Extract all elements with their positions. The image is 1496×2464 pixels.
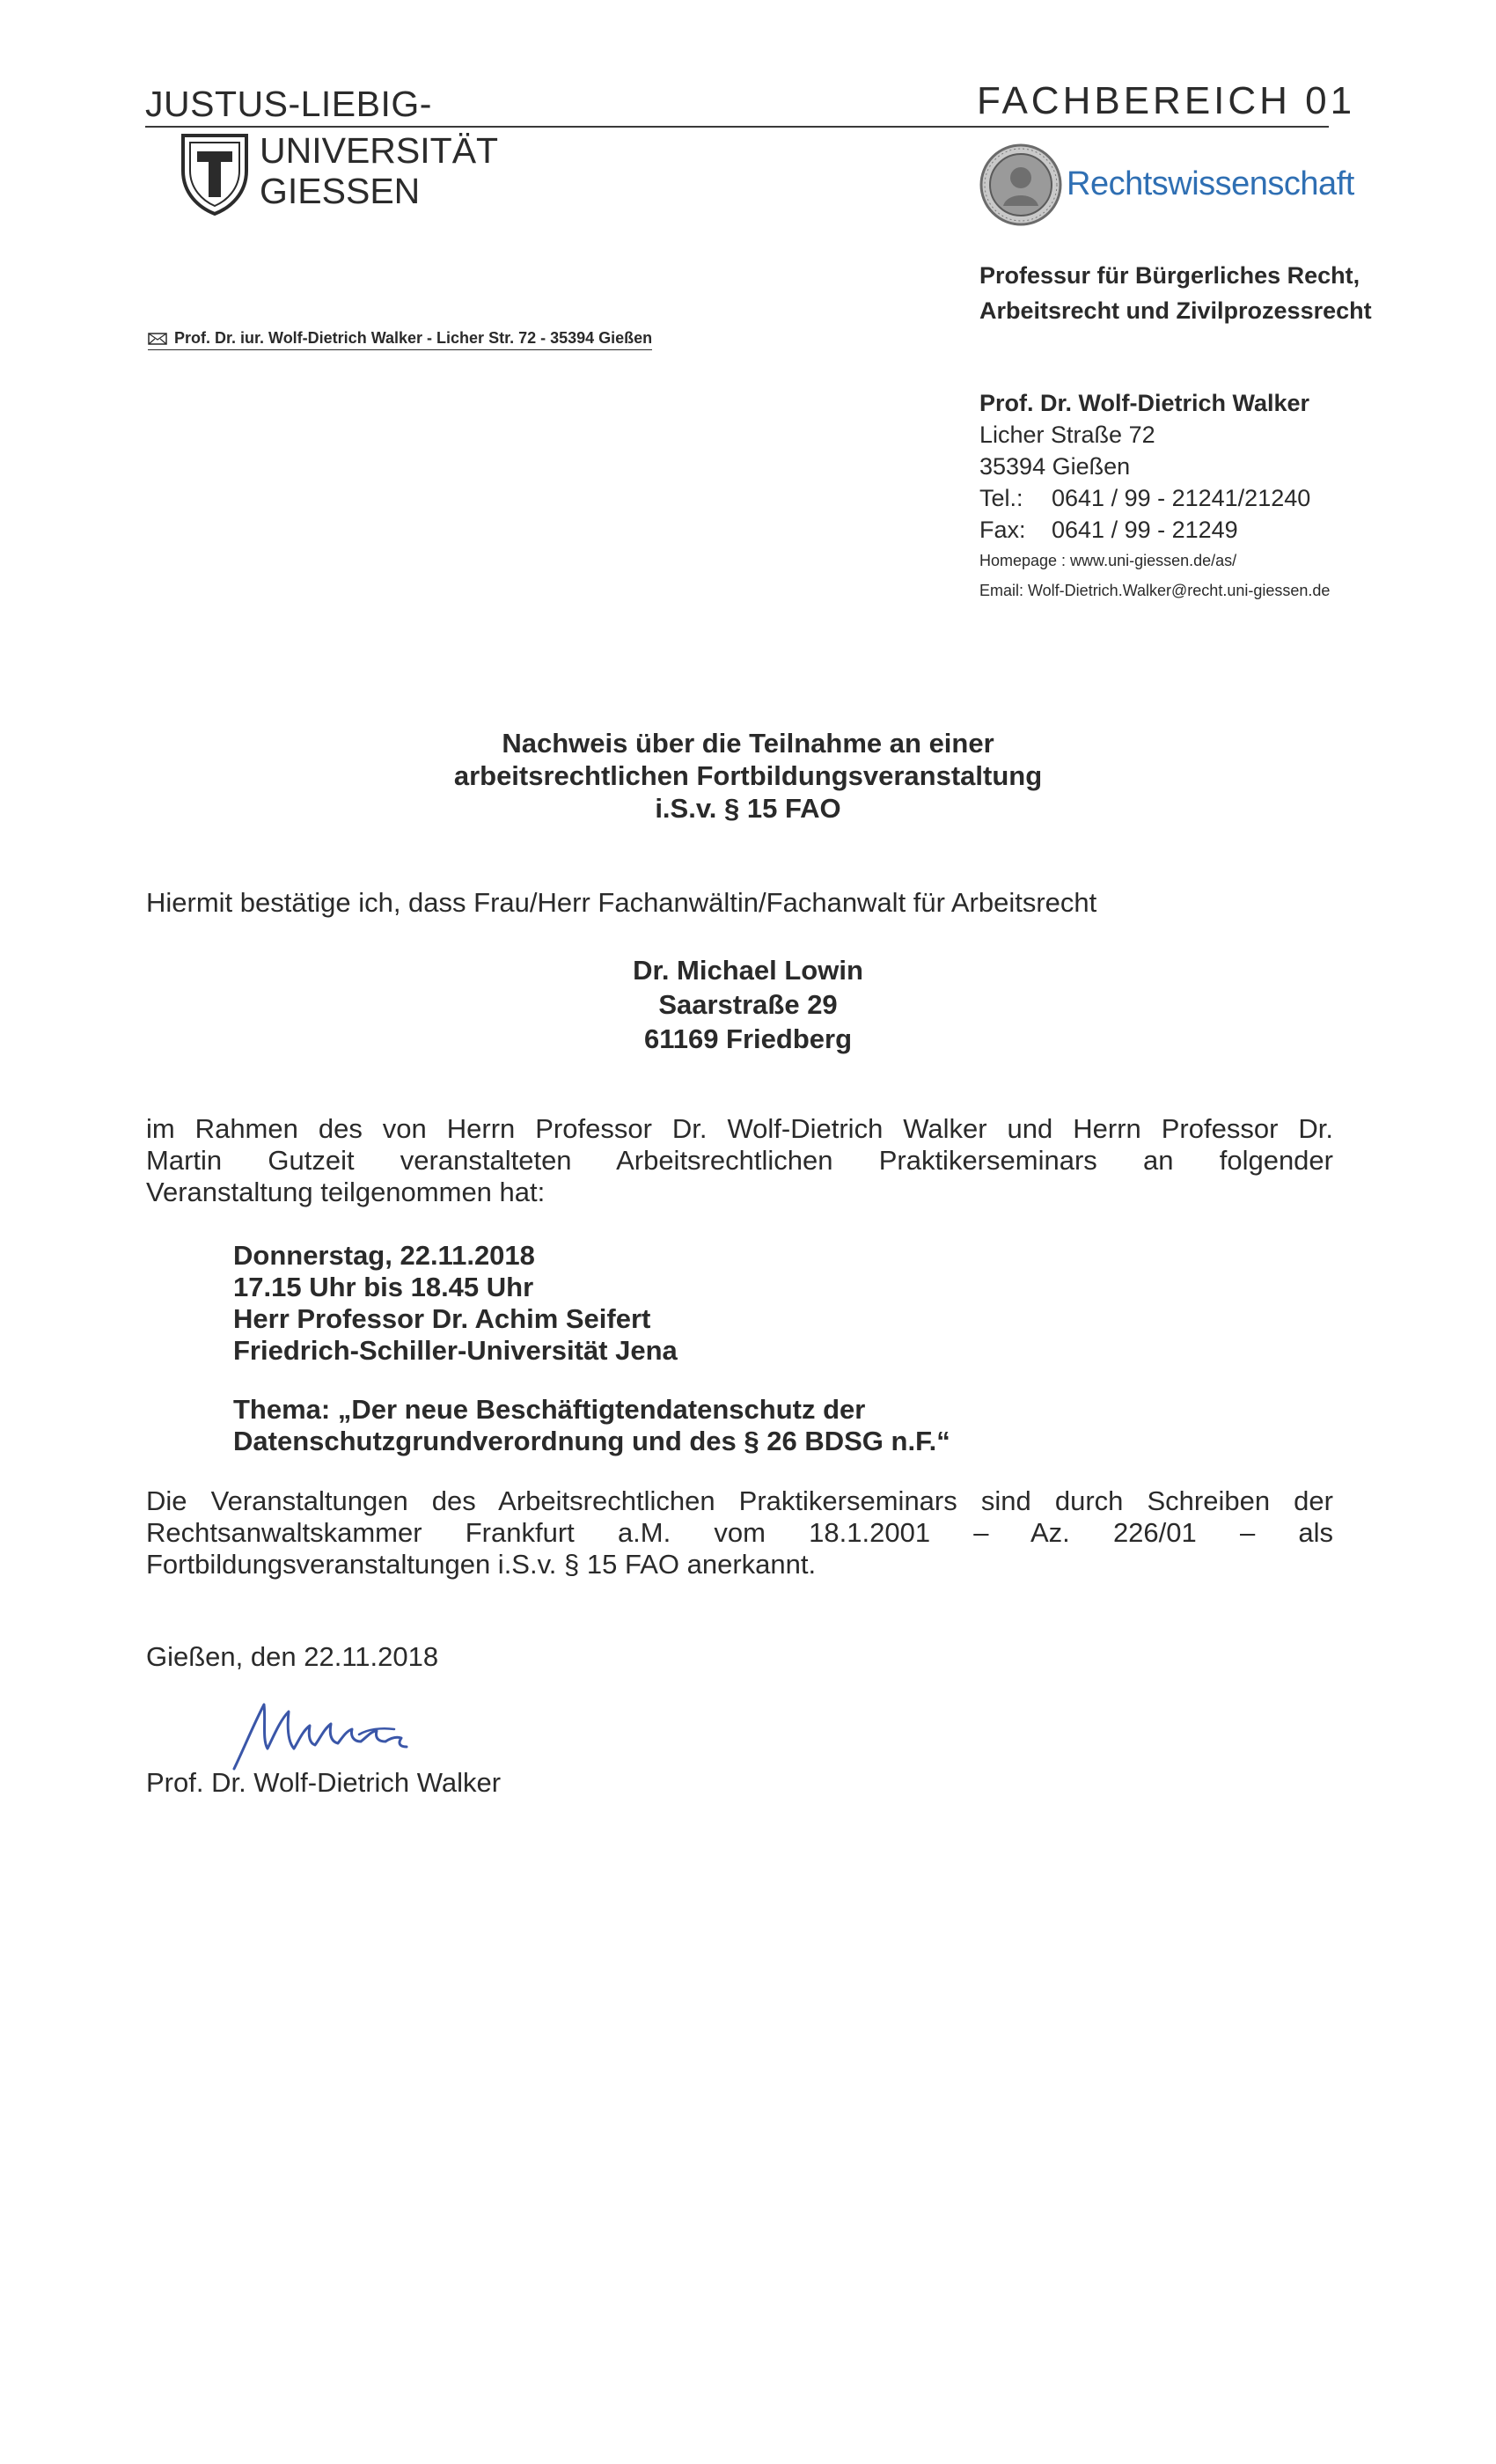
university-name-line1: JUSTUS-LIEBIG- bbox=[145, 84, 432, 124]
paragraph-line: Fortbildungsveranstaltungen i.S.v. § 15 FAO anerkannt. bbox=[146, 1549, 817, 1580]
university-name bbox=[260, 130, 498, 211]
recipient-street: Saarstraße 29 bbox=[658, 989, 838, 1020]
contact-fax bbox=[979, 514, 1330, 546]
event-speaker: Herr Professor Dr. Achim Seifert bbox=[233, 1303, 651, 1334]
paragraph-line: Die Veranstaltungen des Arbeitsrechtlichen Praktikerseminars sind durch Schreiben der bbox=[146, 1485, 1333, 1516]
contact-street: Licher Straße 72 bbox=[979, 422, 1155, 448]
contact-city: 35394 Gießen bbox=[979, 453, 1131, 480]
faculty-number: FACHBEREICH 01 bbox=[977, 79, 1356, 122]
contact-phone bbox=[979, 482, 1330, 514]
topic-line1: Thema: „Der neue Beschäftigtendatenschutz der bbox=[233, 1394, 866, 1425]
chair-title bbox=[979, 258, 1372, 328]
envelope-icon bbox=[148, 333, 167, 345]
event-date: Donnerstag, 22.11.2018 bbox=[233, 1240, 535, 1271]
fax-number: 0641 / 99 - 21249 bbox=[1052, 517, 1238, 543]
paragraph-line: im Rahmen des von Herrn Professor Dr. Wolf-Dietrich Walker und Herrn Professor Dr. bbox=[146, 1113, 1333, 1144]
paragraph-line: Veranstaltung teilgenommen hat: bbox=[146, 1177, 546, 1207]
phone-number: 0641 / 99 - 21241/21240 bbox=[1052, 485, 1311, 511]
event-topic bbox=[233, 1394, 950, 1457]
sender-line: Prof. Dr. iur. Wolf-Dietrich Walker - Licher Str. 72 - 35394 Gießen bbox=[174, 329, 653, 347]
faculty-seal-icon bbox=[979, 143, 1063, 227]
title-line1: Nachweis über die Teilnahme an einer bbox=[502, 728, 994, 759]
chair-title-line2: Arbeitsrecht und Zivilprozessrecht bbox=[979, 297, 1372, 324]
recipient-address bbox=[264, 953, 1232, 1056]
contact-block bbox=[979, 387, 1330, 605]
document-title bbox=[264, 727, 1232, 825]
place-date: Gießen, den 22.11.2018 bbox=[146, 1641, 439, 1672]
faculty-name: Rechtswissenschaft bbox=[1067, 165, 1354, 202]
contact-email: Email: Wolf-Dietrich.Walker@recht.uni-giessen.de bbox=[979, 582, 1331, 599]
sender-return-address bbox=[148, 329, 652, 350]
paragraph-line: Martin Gutzeit veranstalteten Arbeitsrechtlichen Praktikerseminars an folgender bbox=[146, 1145, 1333, 1176]
signer-name: Prof. Dr. Wolf-Dietrich Walker bbox=[146, 1767, 502, 1798]
university-name-line3: GIESSEN bbox=[260, 171, 421, 211]
contact-name: Prof. Dr. Wolf-Dietrich Walker bbox=[979, 390, 1310, 416]
header-rule bbox=[145, 126, 1329, 128]
contact-homepage: Homepage : www.uni-giessen.de/as/ bbox=[979, 552, 1237, 569]
event-time: 17.15 Uhr bis 18.45 Uhr bbox=[233, 1272, 534, 1302]
topic-line2: Datenschutzgrundverordnung und des § 26 BDSG n.F.“ bbox=[233, 1426, 950, 1456]
accreditation-paragraph bbox=[146, 1485, 1333, 1580]
intro-text: Hiermit bestätige ich, dass Frau/Herr Fachanwältin/Fachanwalt für Arbeitsrecht bbox=[146, 887, 1097, 918]
participation-paragraph bbox=[146, 1113, 1333, 1208]
title-line3: i.S.v. § 15 FAO bbox=[655, 793, 841, 824]
recipient-name: Dr. Michael Lowin bbox=[633, 955, 863, 986]
recipient-city: 61169 Friedberg bbox=[643, 1023, 853, 1054]
shield-logo-icon bbox=[180, 132, 250, 216]
event-institution: Friedrich-Schiller-Universität Jena bbox=[233, 1335, 678, 1366]
chair-title-line1: Professur für Bürgerliches Recht, bbox=[979, 262, 1360, 289]
title-line2: arbeitsrechtlichen Fortbildungsveranstaltung bbox=[453, 760, 1043, 791]
event-details bbox=[233, 1240, 678, 1367]
university-name-line2: UNIVERSITÄT bbox=[260, 130, 499, 171]
paragraph-line: Rechtsanwaltskammer Frankfurt a.M. vom 18.1.2001 – Az. 226/01 – als bbox=[146, 1517, 1333, 1548]
fax-label: Fax: bbox=[979, 517, 1026, 543]
phone-label: Tel.: bbox=[979, 485, 1023, 511]
